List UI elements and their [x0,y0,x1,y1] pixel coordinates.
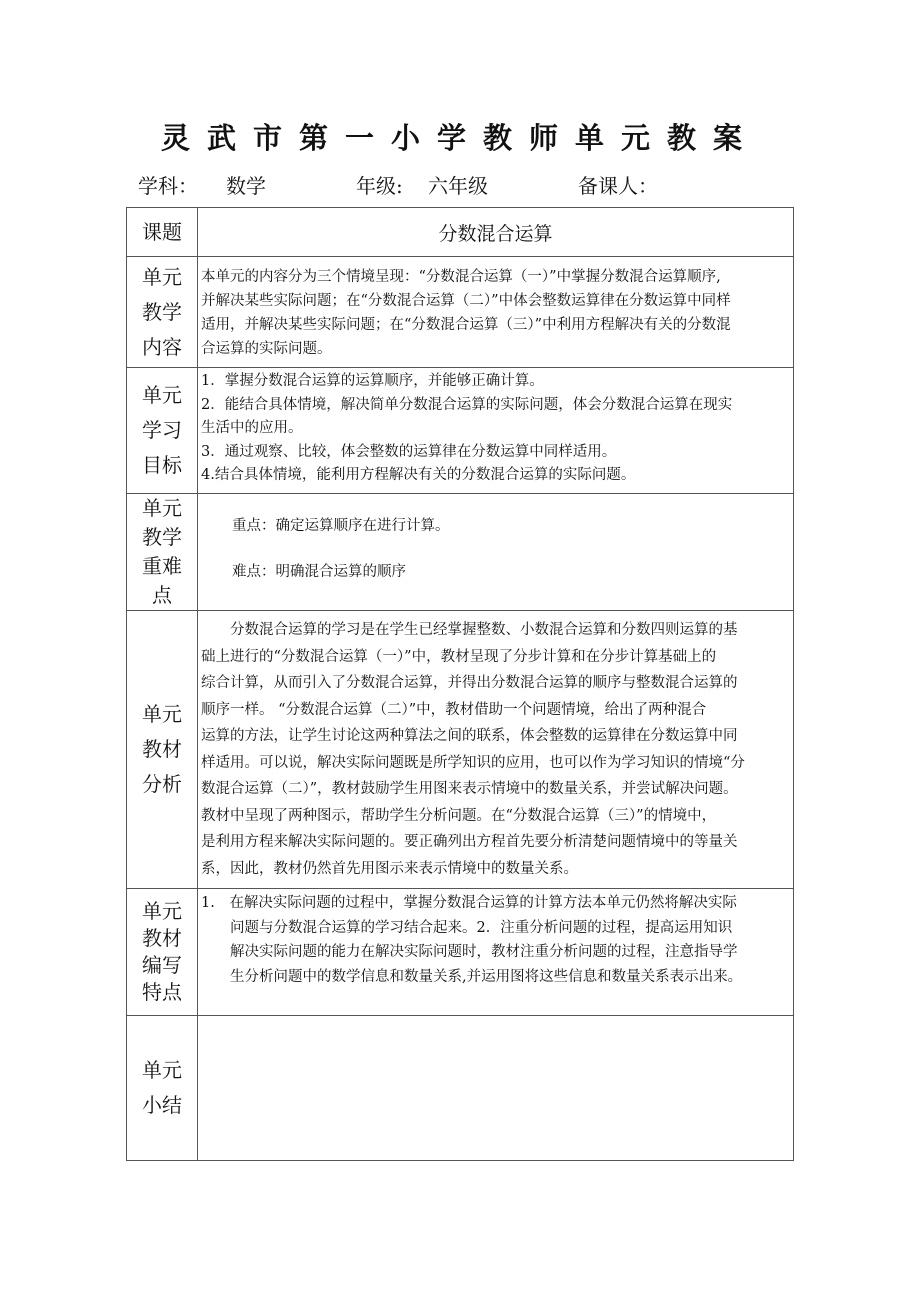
text-line: 分析 [142,772,182,796]
topic-label: 课题 [127,208,198,257]
text-line: 教学 [142,525,182,549]
text-line: 学习 [142,418,182,442]
text-line: 综合计算，从而引入了分数混合运算，并得出分数混合运算的顺序与整数混合运算的 [201,675,738,691]
lesson-plan-table [126,207,794,1161]
text-line: 单元 [142,702,182,726]
text-line: 生分析问题中的数学信息和数量关系,并运用图将这些信息和数量关系表示出来。 [201,968,743,985]
features-label [127,889,198,1016]
text-line: 是利用方程来解决实际问题的。要正确列出方程首先要分析清楚问题情境中的等量关 [201,834,738,850]
subject-value: 数学 [226,174,266,198]
text-line: 合运算的实际问题。 [201,341,332,357]
row-topic [127,208,794,257]
text-line: 编写 [142,953,182,977]
row-goals [127,368,794,494]
grade-label: 年级: [356,174,403,198]
text-line: 运算的方法，让学生讨论这两种算法之间的联系，体会整数的运算律在分数运算中同 [201,728,738,744]
text-line: 小结 [142,1093,182,1117]
text-line: 1．掌握分数混合运算的运算顺序，并能够正确计算。 [201,373,544,389]
text-line: 4.结合具体情境，能利用方程解决有关的分数混合运算的实际问题。 [201,467,636,483]
text-line: 问题与分数混合运算的学习结合起来。2．注重分析问题的过程，提高运用知识 [201,919,733,936]
row-summary [127,1016,794,1161]
text-line: 生活中的应用。 [201,420,303,436]
analysis-label [127,611,198,889]
preparer-label: 备课人： [578,174,658,198]
keypoints-label [127,494,198,611]
features-text [198,889,794,1016]
text-line: 2．能结合具体情境，解决简单分数混合运算的实际问题，体会分数混合运算在现实 [201,396,733,413]
content-label [127,257,198,368]
text-line: 并解决某些实际问题；在“分数混合运算（二）”中体会整数运算律在分数运算中同样 [201,293,731,309]
subject-label: 学科： [138,174,198,198]
text-line: 重难 [142,554,182,578]
text-line: 单元 [142,899,182,923]
text-line: 特点 [142,980,182,1004]
text-line: 解决实际问题的能力在解决实际问题时，教材注重分析问题的过程，注意指导学 [201,944,738,960]
text-line: 目标 [142,453,182,477]
text-line: 础上进行的“分数混合运算（一）”中，教材呈现了分步计算和在分步计算基础上的 [201,648,717,665]
text-line: 教材 [142,737,182,761]
key-point: 重点：确定运算顺序在进行计算。 [232,518,450,534]
analysis-text [198,611,794,889]
text-line: 适用，并解决某些实际问题；在“分数混合运算（三）”中利用方程解决有关的分数混 [201,317,731,333]
text-line: 1. 在解决实际问题的过程中，掌握分数混合运算的计算方法本单元仍然将解决实际 [201,895,737,911]
text-line: 顺序一样。 “分数混合运算（二）”中，教材借助一个问题情境，给出了两种混合 [201,701,707,718]
goals-label [127,368,198,494]
text-line: 数混合运算（二）”，教材鼓励学生用图来表示情境中的数量关系，并尝试解决问题。 [201,781,738,797]
row-features [127,889,794,1016]
summary-content[interactable] [198,1016,794,1161]
text-line: 3．通过观察、比较，体会整数的运算律在分数运算中同样适用。 [201,443,617,460]
text-line: 系，因此，教材仍然首先用图示来表示情境中的数量关系。 [201,860,578,877]
text-line: 教材中呈现了两种图示，帮助学生分析问题。在“分数混合运算（三）”的情境中， [201,807,717,824]
text-line: 分数混合运算的学习是在学生已经掌握整数、小数混合运算和分数四则运算的基 [201,622,738,638]
text-line: 单元 [142,496,182,520]
text-line: 本单元的内容分为三个情境呈现：“分数混合运算（一）”中掌握分数混合运算顺序, [201,269,721,285]
text-line: 单元 [142,1058,182,1082]
summary-label [127,1016,198,1161]
row-content [127,257,794,368]
text-line: 单元 [142,264,182,289]
row-keypoints [127,494,794,611]
row-analysis [127,611,794,889]
text-line: 教学 [142,299,182,324]
difficult-point: 难点：明确混合运算的顺序 [232,564,406,580]
grade-value: 六年级 [428,174,488,198]
text-line: 点 [152,583,172,607]
text-line: 教材 [142,926,182,950]
goals-text [198,368,794,494]
text-line: 内容 [142,334,182,359]
document-title: 灵武市第一小学教师单元教案 [160,121,759,155]
topic-value: 分数混合运算 [198,208,794,257]
content-text [198,257,794,368]
text-line: 样适用。可以说，解决实际问题既是所学知识的应用，也可以作为学习知识的情境“分 [201,754,745,771]
text-line: 单元 [142,383,182,407]
